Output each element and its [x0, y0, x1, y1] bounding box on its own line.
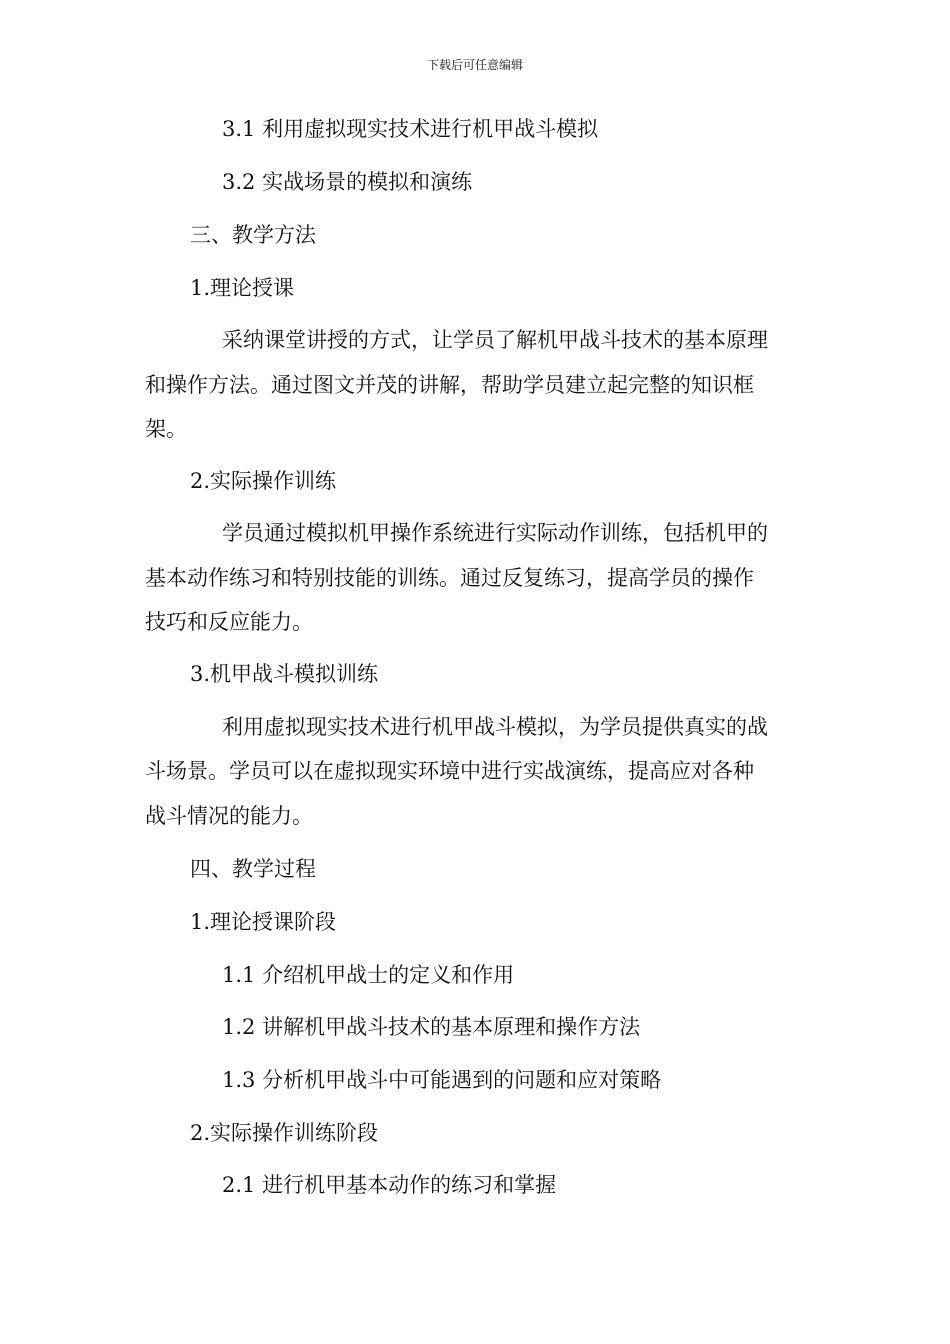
paragraph-line: 学员通过模拟机甲操作系统进行实际动作训练，包括机甲的: [222, 521, 768, 545]
item-heading-simulation: 3.机甲战斗模拟训练: [190, 662, 379, 686]
paragraph-line: 利用虚拟现实技术进行机甲战斗模拟，为学员提供真实的战: [222, 715, 768, 739]
paragraph-line: 采纳课堂讲授的方式，让学员了解机甲战斗技术的基本原理: [222, 328, 768, 352]
paragraph-line: 斗场景。学员可以在虚拟现实环境中进行实战演练，提高应对各种: [145, 759, 754, 783]
page-header-note: 下载后可任意编辑: [426, 58, 523, 72]
subitem-2-1: 2.1 进行机甲基本动作的练习和掌握: [222, 1173, 557, 1197]
subitem-1-1: 1.1 介绍机甲战士的定义和作用: [222, 963, 515, 987]
subitem-1-3: 1.3 分析机甲战斗中可能遇到的问题和应对策略: [222, 1068, 662, 1092]
paragraph-line: 技巧和反应能力。: [145, 610, 313, 634]
subitem-3-2: 3.2 实战场景的模拟和演练: [222, 170, 473, 194]
section-heading-teaching-process: 四、教学过程: [190, 857, 316, 881]
item-heading-theory: 1.理论授课: [190, 276, 295, 300]
item-heading-theory-stage: 1.理论授课阶段: [190, 910, 337, 934]
paragraph-line: 战斗情况的能力。: [145, 804, 313, 828]
paragraph-line: 架。: [145, 417, 187, 441]
section-heading-teaching-methods: 三、教学方法: [190, 223, 316, 247]
paragraph-line: 基本动作练习和特别技能的训练。通过反复练习，提高学员的操作: [145, 566, 754, 590]
subitem-1-2: 1.2 讲解机甲战斗技术的基本原理和操作方法: [222, 1015, 641, 1039]
paragraph-line: 和操作方法。通过图文并茂的讲解，帮助学员建立起完整的知识框: [145, 373, 754, 397]
subitem-3-1: 3.1 利用虚拟现实技术进行机甲战斗模拟: [222, 117, 599, 141]
item-heading-practice: 2.实际操作训练: [190, 469, 337, 493]
item-heading-practice-stage: 2.实际操作训练阶段: [190, 1121, 379, 1145]
